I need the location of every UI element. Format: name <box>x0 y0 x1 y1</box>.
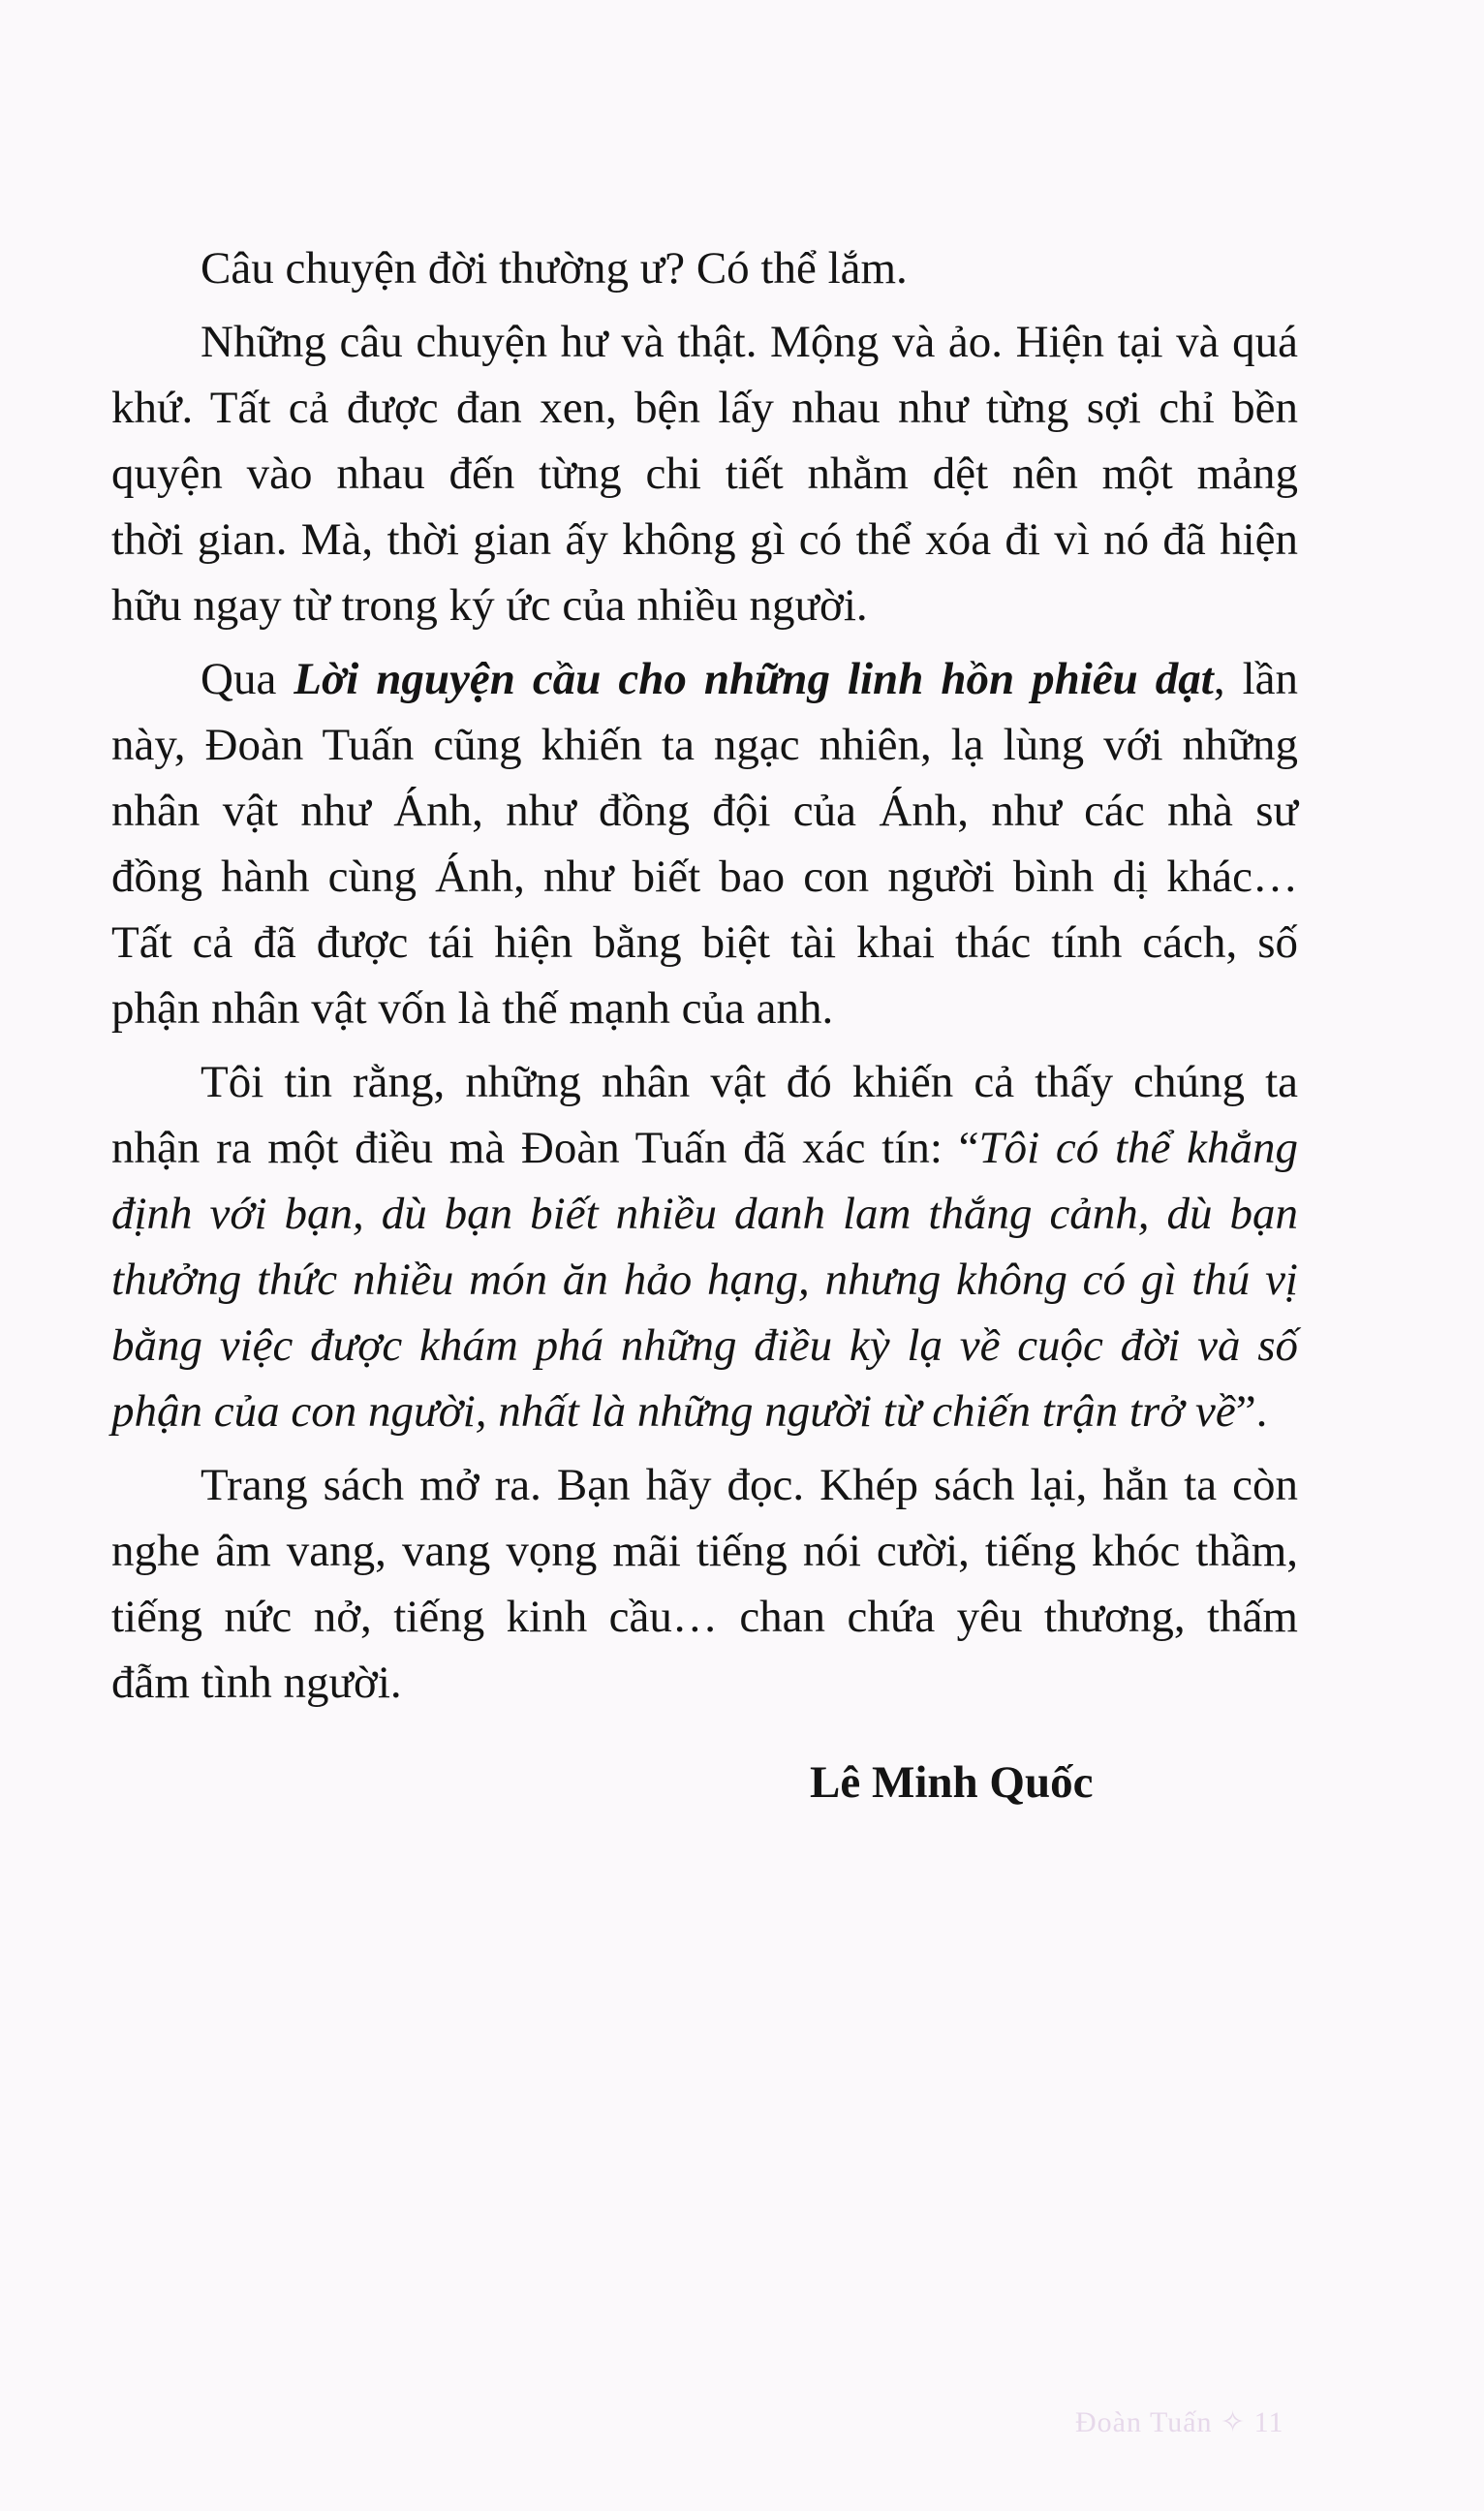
text-line <box>111 1584 1298 1650</box>
text-segment: nhận ra một điều mà Đoàn Tuấn đã xác tín: “ <box>111 1123 979 1173</box>
text-segment: Tất cả đã được tái hiện bằng biệt tài khai thác tính cách, số <box>111 917 1298 968</box>
text-segment: đẫm tình người. <box>111 1658 402 1708</box>
text-line <box>111 712 1298 778</box>
text-line <box>111 1650 1298 1716</box>
text-line <box>201 1049 1298 1115</box>
text-segment: Câu chuyện đời thường ư? Có thể lắm. <box>201 243 908 294</box>
running-head: Đoàn Tuấn <box>1075 2406 1213 2438</box>
text-line <box>201 309 1298 375</box>
quote-text: thưởng thức nhiều món ăn hảo hạng, nhưng không có gì thú vị <box>111 1255 1298 1305</box>
paragraph <box>111 1049 1298 1444</box>
text-line <box>111 1247 1298 1313</box>
text-segment: nghe âm vang, vang vọng mãi tiếng nói cười, tiếng khóc thầm, <box>111 1526 1298 1576</box>
paragraph <box>111 646 1298 1041</box>
quote-text: định với bạn, dù bạn biết nhiều danh lam thắng cảnh, dù bạn <box>111 1189 1298 1239</box>
ornament-icon: ✧ <box>1221 2406 1247 2438</box>
author-signature: Lê Minh Quốc <box>810 1757 1094 1808</box>
text-segment: quyện vào nhau đến từng chi tiết nhằm dệt nên một mảng <box>111 449 1298 499</box>
text-line <box>111 573 1298 638</box>
book-title-text: Lời nguyện cầu cho những linh hồn phiêu dạt <box>294 654 1214 704</box>
text-segment: nhân vật như Ánh, như đồng đội của Ánh, như các nhà sư <box>111 786 1298 836</box>
text-segment: hữu ngay từ trong ký ức của nhiều người. <box>111 580 868 631</box>
text-line <box>111 778 1298 844</box>
text-line <box>111 375 1298 441</box>
text-segment: Qua <box>201 654 294 704</box>
text-line <box>111 1518 1298 1584</box>
text-line <box>111 976 1298 1041</box>
text-segment: thời gian. Mà, thời gian ấy không gì có thể xóa đi vì nó đã hiện <box>111 514 1298 565</box>
text-line <box>201 646 1298 712</box>
paragraph <box>111 309 1298 638</box>
text-line <box>111 507 1298 573</box>
text-segment: này, Đoàn Tuấn cũng khiến ta ngạc nhiên, lạ lùng với những <box>111 720 1298 770</box>
paragraph <box>111 235 1298 301</box>
text-line <box>111 1379 1298 1444</box>
text-segment: Những câu chuyện hư và thật. Mộng và ảo. Hiện tại và quá <box>201 317 1298 367</box>
text-segment: phận nhân vật vốn là thế mạnh của anh. <box>111 983 834 1034</box>
text-line <box>201 1452 1298 1518</box>
page-footer <box>1075 2405 1284 2439</box>
text-segment: tiếng nức nở, tiếng kinh cầu… chan chứa yêu thương, thấm <box>111 1592 1298 1642</box>
text-line <box>201 235 1298 301</box>
text-line <box>111 844 1298 910</box>
text-segment: ”. <box>1235 1386 1268 1437</box>
text-segment: đồng hành cùng Ánh, như biết bao con người bình dị khác… <box>111 852 1298 902</box>
text-line <box>111 1181 1298 1247</box>
quote-text: Tôi có thể khẳng <box>978 1123 1298 1173</box>
page-number: 11 <box>1253 2406 1284 2438</box>
text-line <box>111 1115 1298 1181</box>
text-segment: khứ. Tất cả được đan xen, bện lấy nhau như từng sợi chỉ bền <box>111 383 1298 433</box>
quote-text: phận của con người, nhất là những người từ chiến trận trở về <box>111 1386 1236 1437</box>
quote-text: bằng việc được khám phá những điều kỳ lạ về cuộc đời và số <box>111 1320 1298 1371</box>
text-segment: , lần <box>1213 654 1299 704</box>
text-line <box>111 441 1298 507</box>
text-segment: Trang sách mở ra. Bạn hãy đọc. Khép sách lại, hẳn ta còn <box>201 1460 1298 1510</box>
paragraph <box>111 1452 1298 1716</box>
book-page-text <box>111 235 1298 1723</box>
text-line <box>111 910 1298 976</box>
text-segment: Tôi tin rằng, những nhân vật đó khiến cả thấy chúng ta <box>201 1057 1298 1107</box>
text-line <box>111 1313 1298 1379</box>
